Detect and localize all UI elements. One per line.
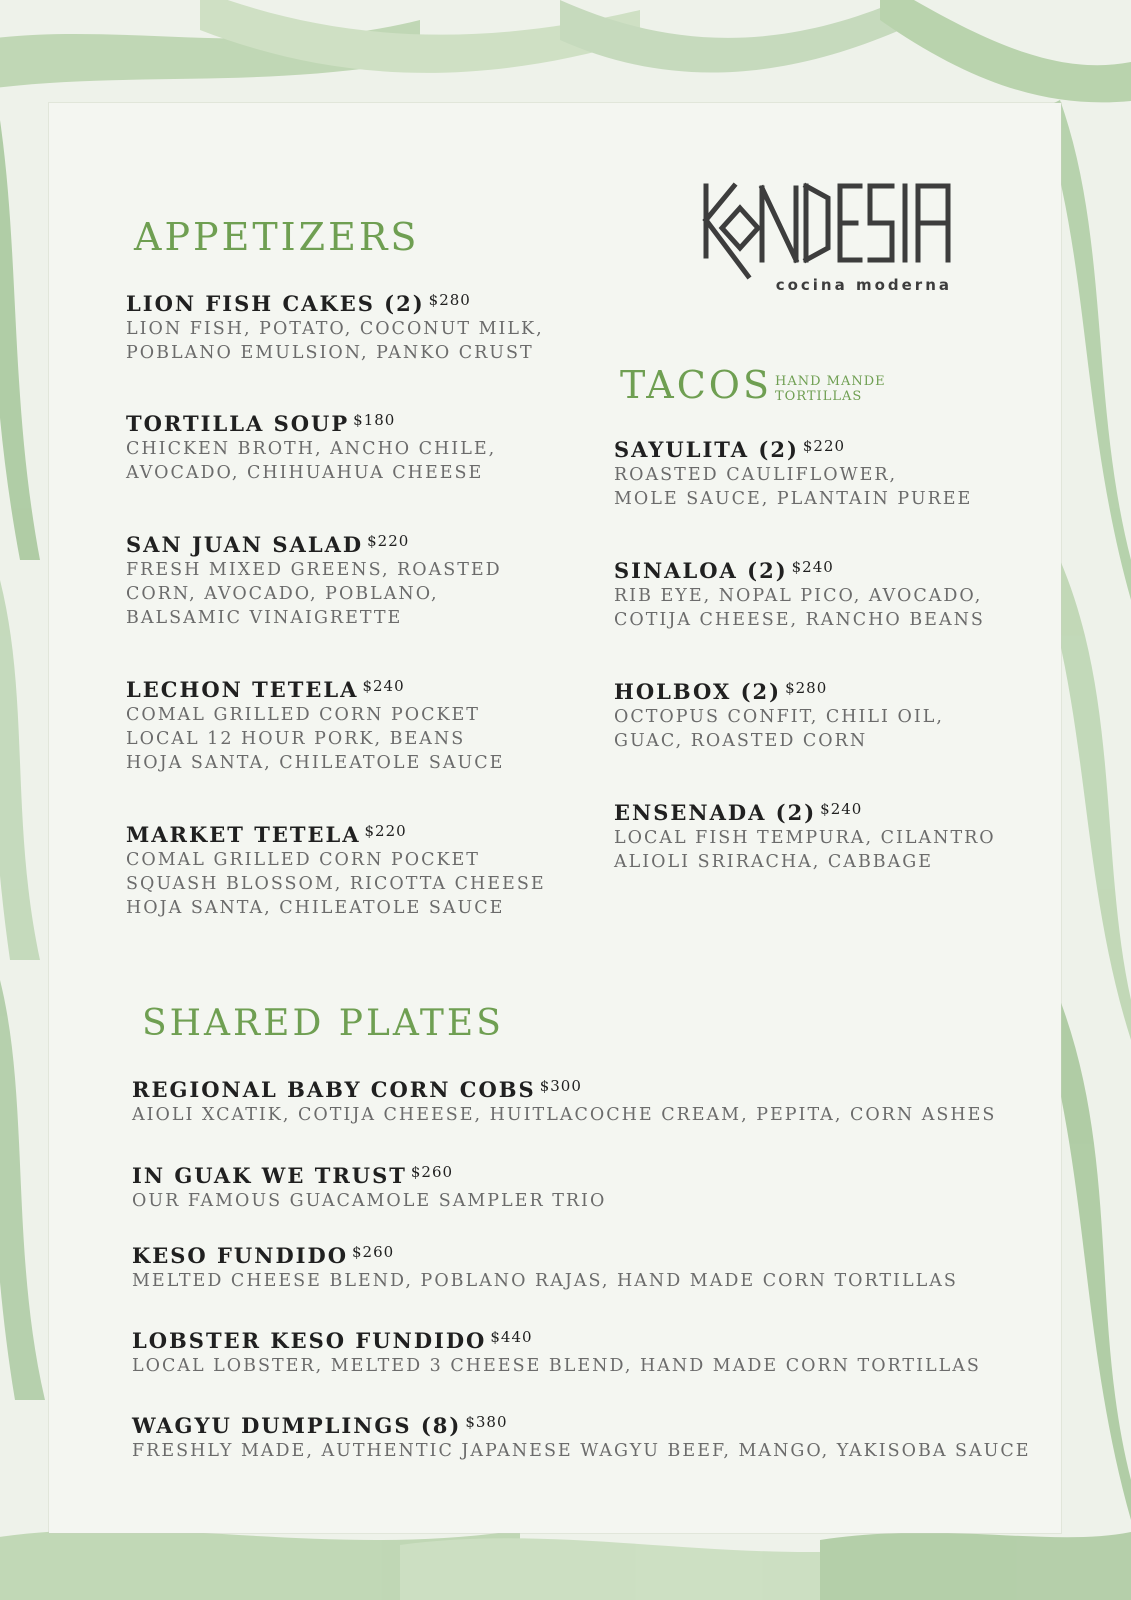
desc-line: COMAL GRILLED CORN POCKET bbox=[126, 850, 480, 870]
item-description bbox=[126, 437, 496, 485]
item-price: $220 bbox=[364, 822, 407, 840]
tacos-tag-line2: TORTILLAS bbox=[775, 389, 863, 404]
item-description bbox=[132, 1103, 996, 1127]
desc-line: SQUASH BLOSSOM, RICOTTA CHEESE bbox=[126, 874, 546, 894]
item-price: $280 bbox=[428, 291, 471, 309]
item-name: HOLBOX (2) bbox=[614, 679, 782, 704]
item-price: $260 bbox=[351, 1243, 395, 1261]
desc-line: RIB EYE, NOPAL PICO, AVOCADO, bbox=[614, 586, 983, 606]
desc-line: CHICKEN BROTH, ANCHO CHILE, bbox=[126, 439, 497, 459]
item-price: $260 bbox=[410, 1163, 454, 1181]
item-price: $380 bbox=[465, 1413, 508, 1431]
item-name: SINALOA (2) bbox=[614, 558, 788, 583]
item-description bbox=[614, 826, 996, 874]
menu-item bbox=[132, 1243, 958, 1293]
desc-line: HOJA SANTA, CHILEATOLE SAUCE bbox=[126, 753, 505, 773]
item-description bbox=[126, 558, 502, 630]
desc-line: GUAC, ROASTED CORN bbox=[614, 731, 868, 751]
desc-line: MOLE SAUCE, PLANTAIN PUREE bbox=[614, 489, 973, 509]
tacos-title: TACOS bbox=[620, 363, 772, 407]
desc-line: FRESHLY MADE, AUTHENTIC JAPANESE WAGYU BEEF, MANGO, YAKISOBA SAUCE bbox=[132, 1441, 1031, 1461]
desc-line: COTIJA CHEESE, RANCHO BEANS bbox=[614, 610, 985, 630]
menu-item bbox=[614, 437, 972, 511]
item-name: SAYULITA (2) bbox=[614, 437, 799, 462]
item-description bbox=[126, 703, 504, 775]
desc-line: ALIOLI SRIRACHA, CABBAGE bbox=[614, 852, 934, 872]
item-name: MARKET TETELA bbox=[126, 822, 361, 847]
item-price: $220 bbox=[367, 532, 410, 550]
item-name: SAN JUAN SALAD bbox=[126, 532, 364, 557]
item-name: LOBSTER KESO FUNDIDO bbox=[132, 1328, 487, 1353]
appetizers-title: APPETIZERS bbox=[134, 215, 420, 259]
desc-line: FRESH MIXED GREENS, ROASTED bbox=[126, 560, 502, 580]
item-name: IN GUAK WE TRUST bbox=[132, 1163, 407, 1188]
desc-line: AVOCADO, CHIHUAHUA CHEESE bbox=[126, 463, 484, 483]
kondesa-logo bbox=[700, 168, 960, 298]
menu-item bbox=[614, 558, 985, 632]
item-price: $220 bbox=[802, 437, 846, 455]
item-description bbox=[126, 317, 544, 365]
item-description bbox=[132, 1189, 606, 1213]
shared-plates-title: SHARED PLATES bbox=[142, 1003, 504, 1044]
item-name: LION FISH CAKES (2) bbox=[126, 291, 425, 316]
desc-line: OUR FAMOUS GUACAMOLE SAMPLER TRIO bbox=[132, 1191, 607, 1211]
item-price: $180 bbox=[353, 411, 396, 429]
item-price: $280 bbox=[785, 679, 828, 697]
item-description bbox=[132, 1439, 1031, 1463]
desc-line: LOCAL 12 HOUR PORK, BEANS bbox=[126, 729, 466, 749]
desc-line: LOCAL FISH TEMPURA, CILANTRO bbox=[614, 828, 996, 848]
tacos-tag bbox=[775, 374, 895, 404]
item-name: WAGYU DUMPLINGS (8) bbox=[132, 1413, 462, 1438]
item-description bbox=[126, 848, 546, 920]
item-description bbox=[614, 705, 944, 753]
menu-item bbox=[132, 1163, 606, 1213]
desc-line: ROASTED CAULIFLOWER, bbox=[614, 465, 898, 485]
desc-line: LION FISH, POTATO, COCONUT MILK, bbox=[126, 319, 544, 339]
item-description bbox=[614, 584, 985, 632]
menu-item bbox=[614, 800, 996, 874]
menu-item bbox=[126, 291, 544, 365]
menu-item bbox=[614, 679, 944, 753]
menu-item bbox=[126, 677, 504, 775]
item-description bbox=[132, 1354, 981, 1378]
tacos-tag-line1: HAND MANDE bbox=[775, 374, 886, 389]
menu-item bbox=[126, 411, 496, 485]
desc-line: POBLANO EMULSION, PANKO CRUST bbox=[126, 343, 534, 363]
desc-line: COMAL GRILLED CORN POCKET bbox=[126, 705, 480, 725]
item-price: $240 bbox=[362, 677, 405, 695]
item-name: LECHON TETELA bbox=[126, 677, 359, 702]
item-name: KESO FUNDIDO bbox=[132, 1243, 348, 1268]
item-price: $240 bbox=[820, 800, 863, 818]
item-name: TORTILLA SOUP bbox=[126, 411, 350, 436]
desc-line: OCTOPUS CONFIT, CHILI OIL, bbox=[614, 707, 944, 727]
desc-line: CORN, AVOCADO, POBLANO, bbox=[126, 584, 439, 604]
item-name: REGIONAL BABY CORN COBS bbox=[132, 1077, 536, 1102]
item-price: $300 bbox=[539, 1077, 582, 1095]
logo-tagline: cocina moderna bbox=[775, 276, 952, 294]
item-price: $440 bbox=[490, 1328, 533, 1346]
desc-line: MELTED CHEESE BLEND, POBLANO RAJAS, HAND MADE CORN TORTILLAS bbox=[132, 1271, 958, 1291]
item-name: ENSENADA (2) bbox=[614, 800, 817, 825]
item-description bbox=[132, 1269, 958, 1293]
item-price: $240 bbox=[791, 558, 834, 576]
item-description bbox=[614, 463, 972, 511]
desc-line: HOJA SANTA, CHILEATOLE SAUCE bbox=[126, 898, 505, 918]
menu-item bbox=[126, 532, 502, 630]
menu-item bbox=[132, 1077, 996, 1127]
desc-line: BALSAMIC VINAIGRETTE bbox=[126, 608, 403, 628]
menu-item bbox=[132, 1328, 981, 1378]
menu-item bbox=[132, 1413, 1031, 1463]
desc-line: LOCAL LOBSTER, MELTED 3 CHEESE BLEND, HAND MADE CORN TORTILLAS bbox=[132, 1356, 981, 1376]
desc-line: AIOLI XCATIK, COTIJA CHEESE, HUITLACOCHE CREAM, PEPITA, CORN ASHES bbox=[132, 1105, 997, 1125]
menu-item bbox=[126, 822, 546, 920]
